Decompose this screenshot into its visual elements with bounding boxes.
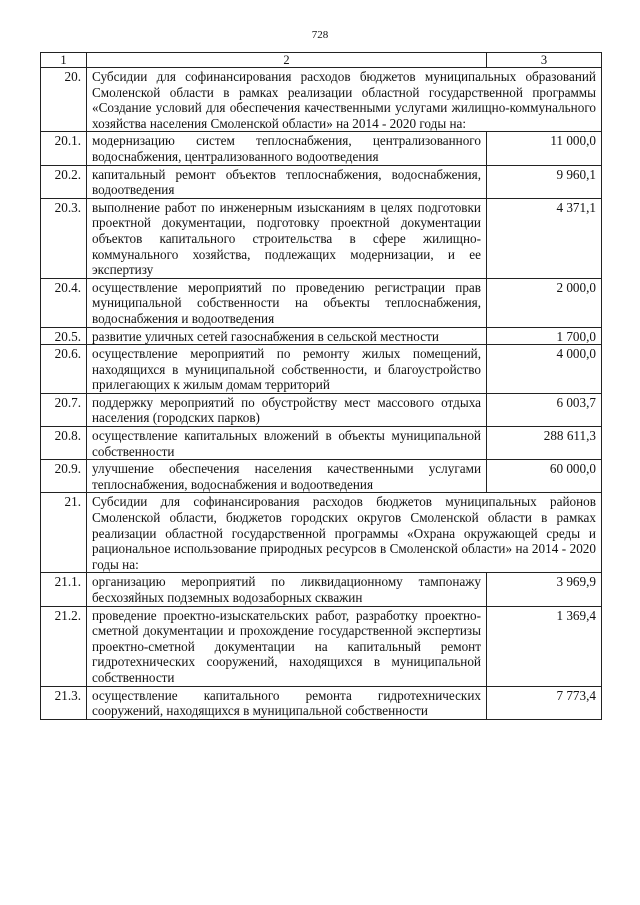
row-amount: 1 700,0 xyxy=(487,327,602,345)
table-row xyxy=(41,606,602,686)
row-amount: 4 000,0 xyxy=(487,345,602,394)
row-amount: 1 369,4 xyxy=(487,606,602,686)
row-amount: 11 000,0 xyxy=(487,132,602,165)
row-amount: 288 611,3 xyxy=(487,427,602,460)
row-number: 20.6. xyxy=(41,345,87,394)
table-row xyxy=(41,327,602,345)
row-number: 20.7. xyxy=(41,393,87,426)
row-number: 21.3. xyxy=(41,686,87,719)
row-number: 21.1. xyxy=(41,573,87,606)
table-row xyxy=(41,427,602,460)
header-col-1: 1 xyxy=(41,53,87,68)
row-description: выполнение работ по инженерным изысканиям в целях подготовки проектной документации, подготовку проектной документации объектов капитального строительства в сфере жилищно-коммунального хозяйства, подлежащих модернизации, и ее экспертизу xyxy=(87,198,487,278)
budget-table xyxy=(40,52,602,720)
row-description: улучшение обеспечения населения качественными услугами теплоснабжения, водоснабжения и водоотведения xyxy=(87,460,487,493)
row-description: развитие уличных сетей газоснабжения в сельской местности xyxy=(87,327,487,345)
row-number: 20.9. xyxy=(41,460,87,493)
section-description: Субсидии для софинансирования расходов бюджетов муниципальных районов Смоленской области, бюджетов городских округов Смоленской области в рамках реализации областной государственной программы «Охрана окружающей среды и рациональное использование природных ресурсов в Смоленской области» на 2014 - 2020 годы на: xyxy=(87,493,602,573)
table-row xyxy=(41,278,602,327)
table-row xyxy=(41,460,602,493)
row-number: 21.2. xyxy=(41,606,87,686)
row-description: капитальный ремонт объектов теплоснабжения, водоснабжения, водоотведения xyxy=(87,165,487,198)
row-number: 20.1. xyxy=(41,132,87,165)
row-number: 20.3. xyxy=(41,198,87,278)
table-row xyxy=(41,686,602,719)
row-description: проведение проектно-изыскательских работ, разработку проектно-сметной документации и прохождение государственной экспертизы проектно-сметной документации на капитальный ремонт гидротехнических сооружений, находящихся в муниципальной собственности xyxy=(87,606,487,686)
row-number: 21. xyxy=(41,493,87,573)
table-row xyxy=(41,198,602,278)
row-description: осуществление капитального ремонта гидротехнических сооружений, находящихся в муниципальной собственности xyxy=(87,686,487,719)
row-amount: 7 773,4 xyxy=(487,686,602,719)
table-row xyxy=(41,165,602,198)
row-number: 20.2. xyxy=(41,165,87,198)
row-amount: 6 003,7 xyxy=(487,393,602,426)
row-number: 20.4. xyxy=(41,278,87,327)
row-number: 20.8. xyxy=(41,427,87,460)
row-amount: 9 960,1 xyxy=(487,165,602,198)
row-amount: 3 969,9 xyxy=(487,573,602,606)
page-number: 728 xyxy=(311,29,329,41)
table-section-row xyxy=(41,68,602,132)
row-amount: 4 371,1 xyxy=(487,198,602,278)
table-row xyxy=(41,345,602,394)
row-description: организацию мероприятий по ликвидационному тампонажу бесхозяйных подземных водозаборных скважин xyxy=(87,573,487,606)
section-description: Субсидии для софинансирования расходов бюджетов муниципальных образований Смоленской области в рамках реализации областной государственной программы «Создание условий для обеспечения качественными услугами жилищно-коммунального хозяйства населения Смоленской области» на 2014 - 2020 годы на: xyxy=(87,68,602,132)
table-header-row xyxy=(41,53,602,68)
row-description: поддержку мероприятий по обустройству мест массового отдыха населения (городских парков) xyxy=(87,393,487,426)
row-amount: 2 000,0 xyxy=(487,278,602,327)
table-row xyxy=(41,132,602,165)
table-row xyxy=(41,393,602,426)
row-description: осуществление мероприятий по проведению регистрации прав муниципальной собственности на объекты теплоснабжения, водоснабжения и водоотведения xyxy=(87,278,487,327)
table-row xyxy=(41,573,602,606)
row-description: осуществление капитальных вложений в объекты муниципальной собственности xyxy=(87,427,487,460)
row-number: 20.5. xyxy=(41,327,87,345)
row-number: 20. xyxy=(41,68,87,132)
table-section-row xyxy=(41,493,602,573)
row-amount: 60 000,0 xyxy=(487,460,602,493)
header-col-2: 2 xyxy=(87,53,487,68)
row-description: модернизацию систем теплоснабжения, централизованного водоснабжения, централизованного водоотведения xyxy=(87,132,487,165)
row-description: осуществление мероприятий по ремонту жилых помещений, находящихся в муниципальной собственности, и благоустройство прилегающих к жилым домам территорий xyxy=(87,345,487,394)
header-col-3: 3 xyxy=(487,53,602,68)
